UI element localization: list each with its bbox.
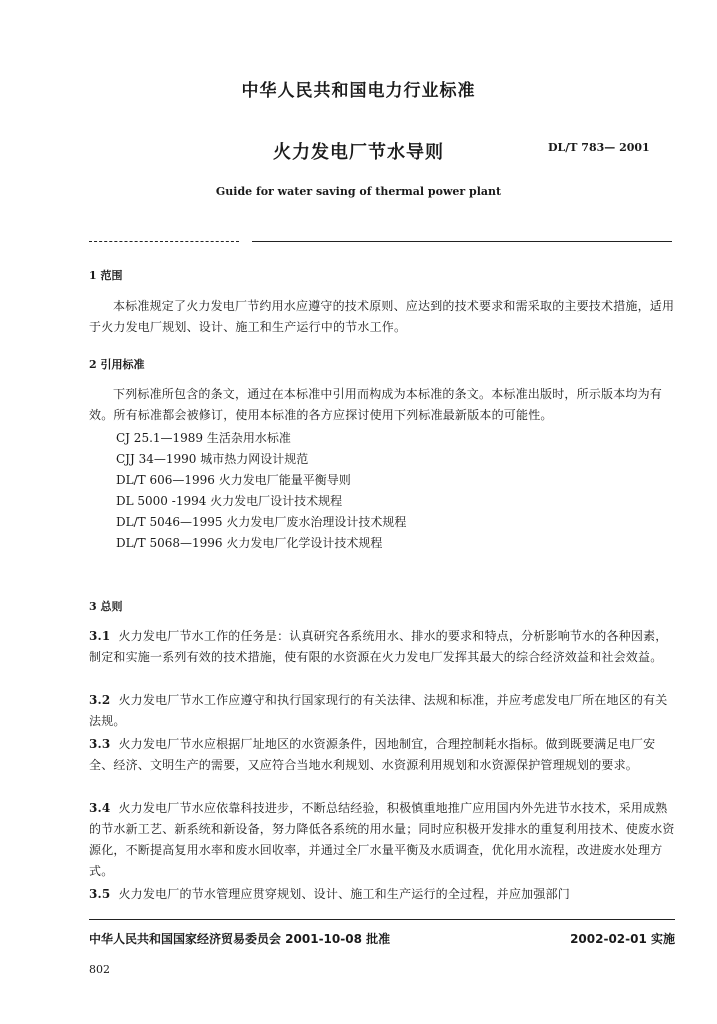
page-number: 802 (89, 963, 110, 976)
document-title: 火力发电厂节水导则 (273, 142, 444, 163)
clause-text: 火力发电厂节水工作的任务是：认真研究各系统用水、排水的要求和特点，分析影响节水的各种因素，制定和实施一系列有效的技术措施，使有限的水资源在火力发电厂发挥其最大的综合经济效益和社会效益。 (89, 629, 668, 664)
section-1-text: 本标准规定了火力发电厂节约用水应遵守的技术原则、应达到的技术要求和需采取的主要技术措施，适用于火力发电厂规划、设计、施工和生产运行中的节水工作。 (89, 299, 675, 334)
clause-number: 3.4 (89, 801, 111, 815)
clause-3-4 (89, 798, 675, 882)
clause-text: 火力发电厂节水工作应遵守和执行国家现行的有关法律、法规和标准，并应考虑发电厂所在地区的有关法规。 (89, 693, 668, 728)
clause-text: 火力发电厂节水应依靠科技进步，不断总结经验，积极慎重地推广应用国内外先进节水技术，采用成熟的节水新工艺、新系统和新设备，努力降低各系统的用水量；同时应积极开发排水的重复利用技术、使废水资源化，不断提高复用水率和废水回收率，并通过全厂水量平衡及水质调查，优化用水流程，改进废水处理方式。 (89, 801, 675, 878)
implementation-date: 2002-02-01 实施 (570, 932, 675, 946)
reference-item: DL/T 5068—1996 火力发电厂化学设计技术规程 (116, 536, 383, 550)
reference-item: DL/T 5046—1995 火力发电厂废水治理设计技术规程 (116, 515, 407, 529)
clause-text: 火力发电厂的节水管理应贯穿规划、设计、施工和生产运行的全过程，并应加强部门 (118, 887, 570, 901)
clause-3-2 (89, 690, 675, 732)
clause-number: 3.1 (89, 629, 111, 643)
section-1-heading: 1 范围 (89, 269, 123, 282)
section-2-text: 下列标准所包含的条文，通过在本标准中引用而构成为本标准的条文。本标准出版时，所示版本均为有效。所有标准都会被修订，使用本标准的各方应探讨使用下列标准最新版本的可能性。 (89, 387, 663, 422)
english-title: Guide for water saving of thermal power plant (215, 185, 502, 198)
standard-category: 中华人民共和国电力行业标准 (241, 81, 476, 101)
clause-text: 火力发电厂节水应根据厂址地区的水资源条件，因地制宜，合理控制耗水指标。做到既要满足电厂安全、经济、文明生产的需要，又应符合当地水利规划、水资源利用规划和水资源保护管理规划的要求。 (89, 737, 656, 772)
section-2-heading: 2 引用标准 (89, 358, 145, 371)
reference-item: CJ 25.1—1989 生活杂用水标准 (116, 431, 291, 445)
clause-3-5 (89, 884, 675, 905)
reference-item: DL/T 606—1996 火力发电厂能量平衡导则 (116, 473, 351, 487)
approval-line: 中华人民共和国国家经济贸易委员会 2001-10-08 批准 (89, 932, 391, 946)
standard-code: DL/T 783— 2001 (548, 141, 650, 154)
clause-3-3 (89, 734, 675, 776)
clause-number: 3.2 (89, 693, 111, 707)
section-3-heading: 3 总则 (89, 600, 123, 613)
header-rule-solid (252, 241, 672, 242)
reference-item: CJJ 34—1990 城市热力网设计规范 (116, 452, 309, 466)
footer-rule (89, 919, 675, 920)
clause-number: 3.3 (89, 737, 111, 751)
reference-item: DL 5000 -1994 火力发电厂设计技术规程 (116, 494, 343, 508)
header-rule-dashed (89, 241, 239, 242)
clause-3-1 (89, 626, 675, 668)
clause-number: 3.5 (89, 887, 111, 901)
reference-list (116, 428, 406, 554)
